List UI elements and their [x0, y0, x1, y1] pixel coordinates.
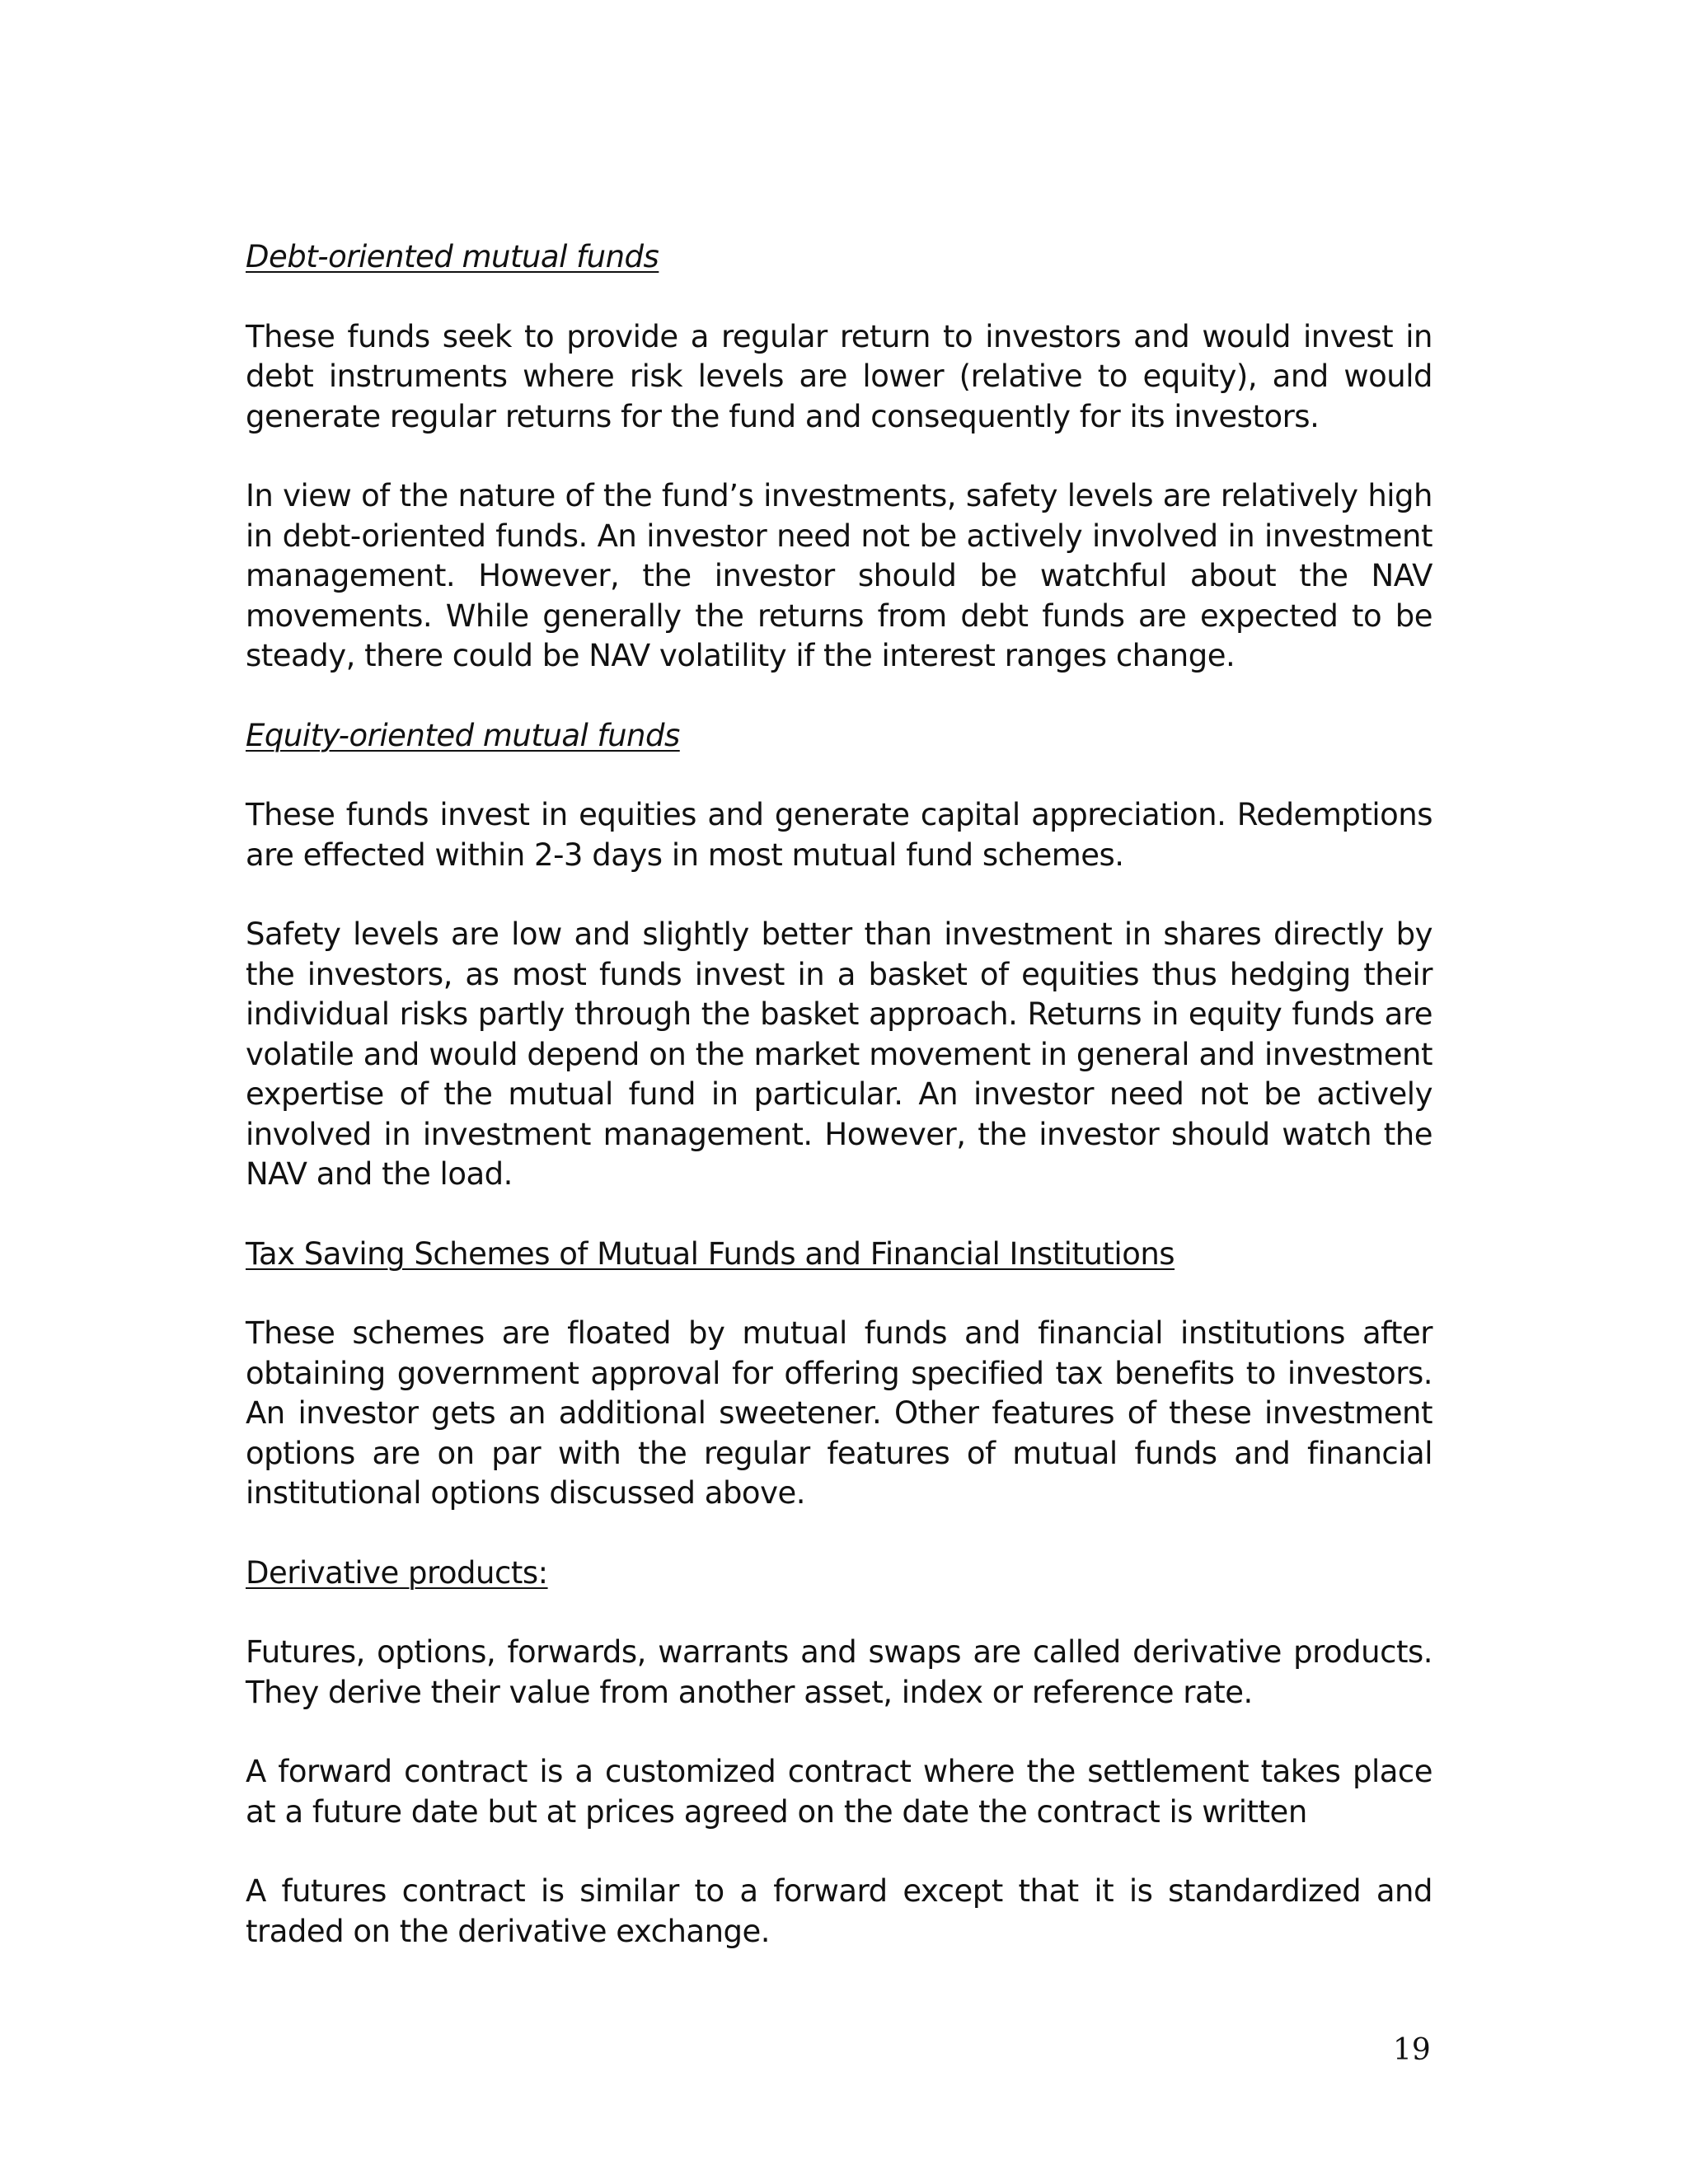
page-number: 19 [1393, 2033, 1431, 2067]
paragraph: These funds seek to provide a regular return to investors and would invest in debt instruments where risk levels are lower (relative to equity), and would generate regular returns for the fund and consequently for its investors. [246, 318, 1432, 434]
section-heading-tax-saving: Tax Saving Schemes of Mutual Funds and Financial Institutions [246, 1235, 1175, 1272]
paragraph: Safety levels are low and slightly better than investment in shares directly by the investors, as most funds invest in a basket of equities thus hedging their individual risks partly through the basket approach. Returns in equity funds are volatile and would depend on the market movement in general and investment expertise of the mutual fund in particular. An investor need not be actively involved in investment management. However, the investor should watch the NAV and the load. [246, 916, 1432, 1192]
section-heading-debt-oriented: Debt-oriented mutual funds [246, 239, 659, 274]
section-heading-equity-oriented: Equity-oriented mutual funds [246, 717, 680, 753]
paragraph: In view of the nature of the fund’s investments, safety levels are relatively high in debt-oriented funds. An investor need not be actively involved in investment management. However, the investor should be watchful about the NAV movements. While generally the returns from debt funds are expected to be steady, there could be NAV volatility if the interest ranges change. [246, 478, 1432, 673]
section-heading-derivative-products: Derivative products: [246, 1554, 548, 1591]
paragraph: These funds invest in equities and generate capital appreciation. Redemptions are effected within 2-3 days in most mutual fund schemes. [246, 797, 1432, 873]
paragraph: A futures contract is similar to a forward except that it is standardized and traded on the derivative exchange. [246, 1873, 1432, 1949]
paragraph: These schemes are floated by mutual funds and financial institutions after obtaining government approval for offering specified tax benefits to investors. An investor gets an additional sweetener. Other features of these investment options are on par with the regular features of mutual funds and financial institutional options discussed above. [246, 1315, 1432, 1511]
document-page [246, 237, 1432, 1952]
paragraph: A forward contract is a customized contract where the settlement takes place at a future date but at prices agreed on the date the contract is written [246, 1754, 1432, 1830]
paragraph: Futures, options, forwards, warrants and swaps are called derivative products. They derive their value from another asset, index or reference rate. [246, 1634, 1432, 1710]
